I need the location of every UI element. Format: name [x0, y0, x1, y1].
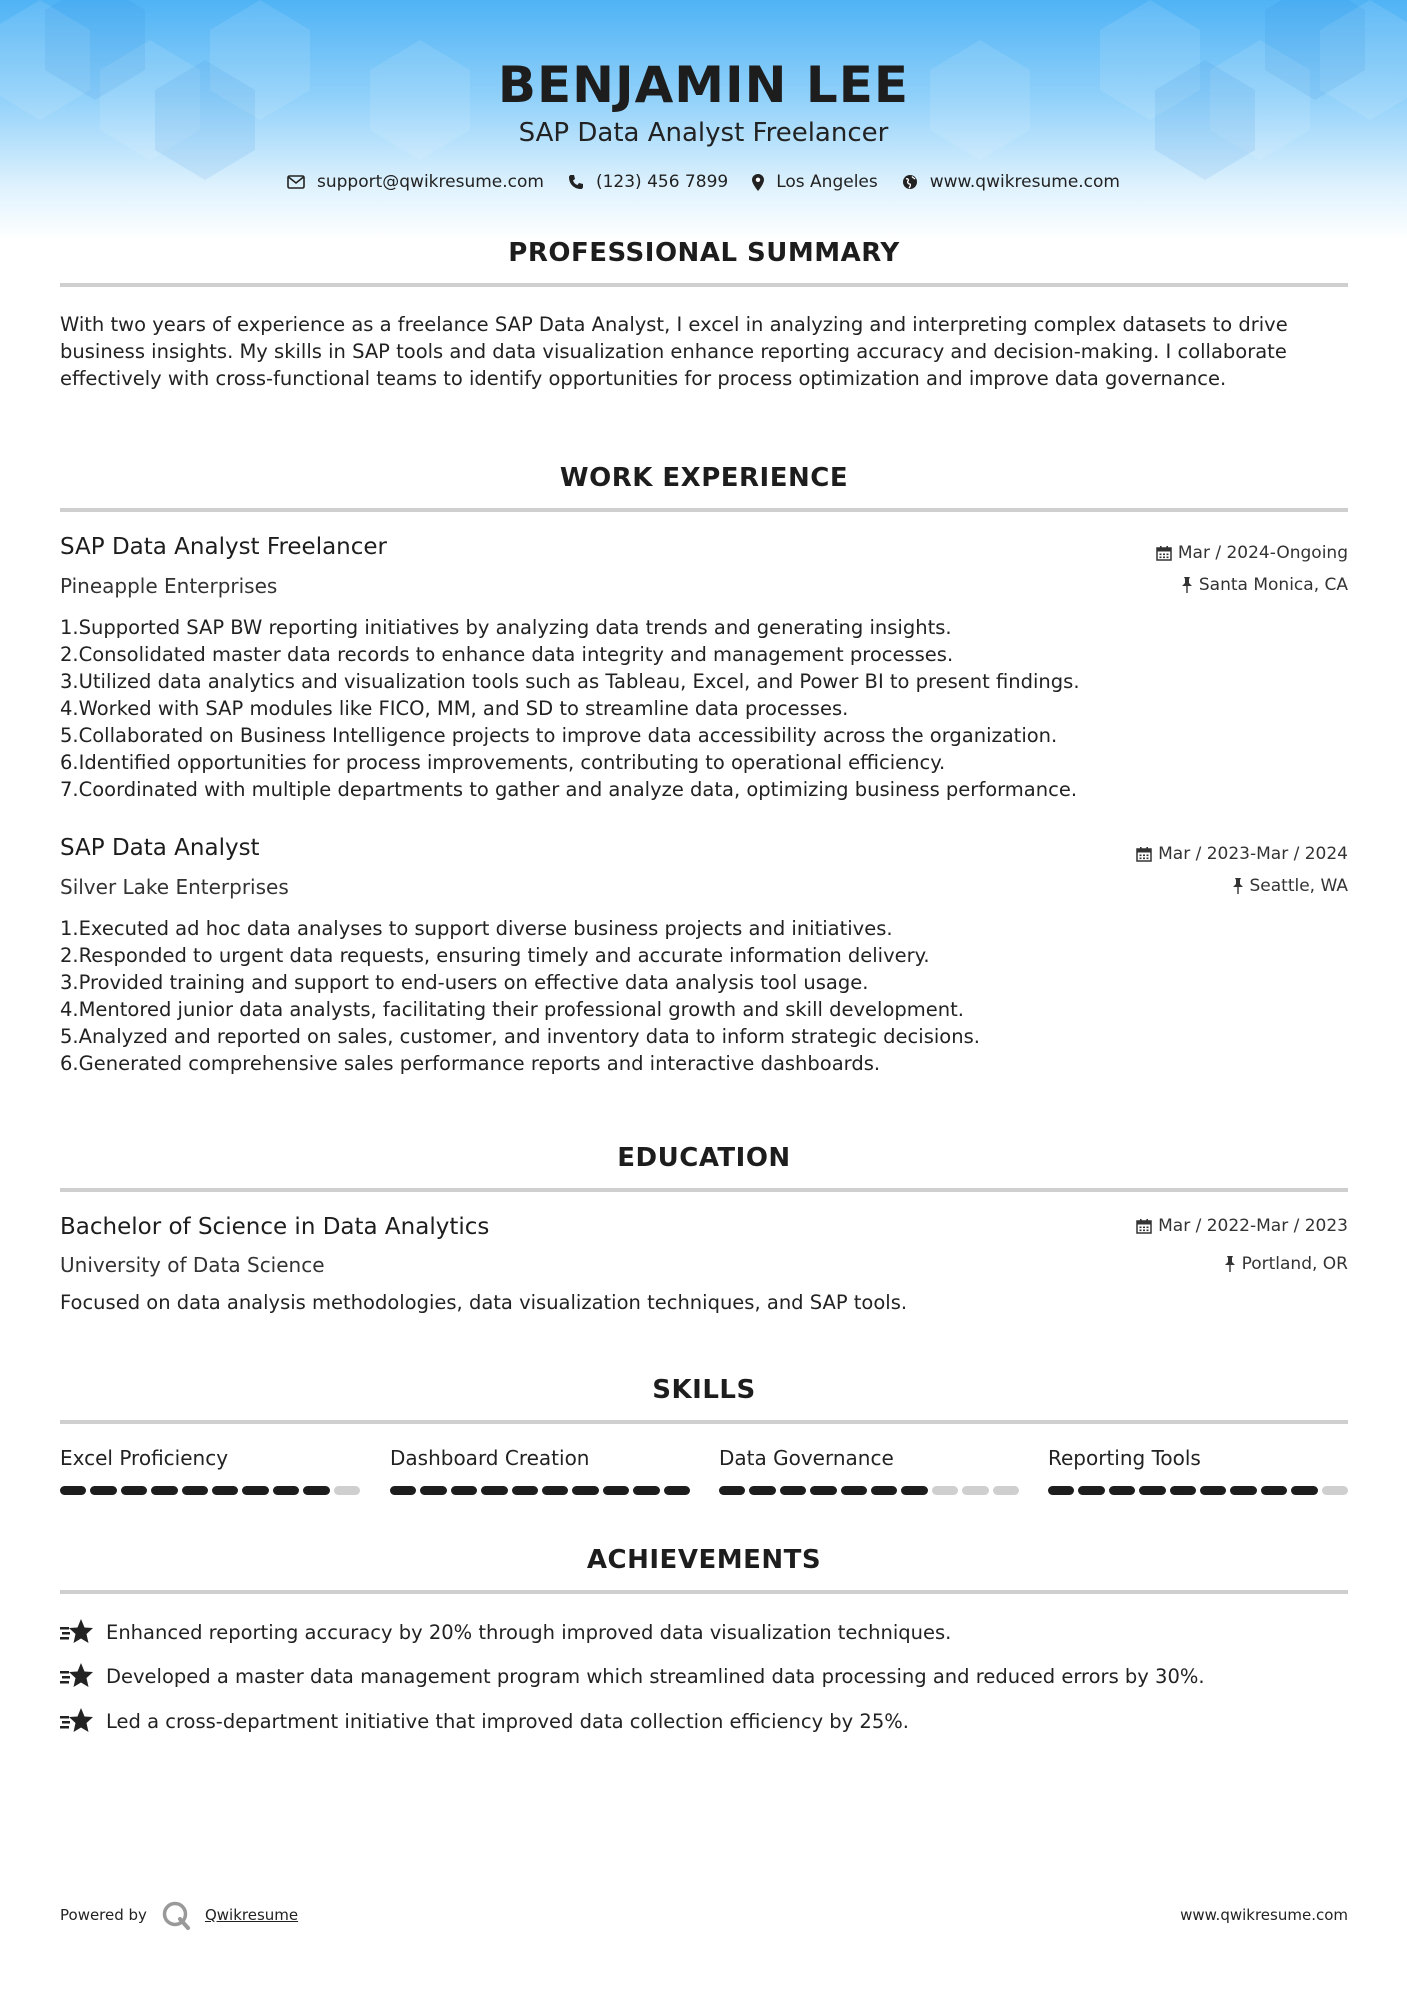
pushpin-icon	[1224, 1256, 1236, 1272]
list-item-text: Provided training and support to end-users on effective data analysis tool usage.	[78, 971, 869, 994]
section-divider	[60, 1420, 1348, 1424]
achievement-text: Developed a master data management program which streamlined data processing and reduced errors by 30%.	[106, 1664, 1205, 1688]
list-item: 5. Collaborated on Business Intelligence projects to improve data accessibility across the organization.	[60, 724, 1058, 747]
skill-level-segment	[390, 1486, 416, 1495]
section-title-summary: PROFESSIONAL SUMMARY	[508, 238, 900, 268]
skill-name: Excel Proficiency	[60, 1446, 229, 1470]
skill-level-segment	[420, 1486, 446, 1495]
job-location-text: Santa Monica, CA	[1198, 575, 1348, 595]
job-dates	[1136, 844, 1348, 864]
list-item: 1. Executed ad hoc data analyses to support diverse business projects and initiatives.	[60, 917, 893, 940]
skill-level-segment	[242, 1486, 268, 1495]
list-item: 4. Mentored junior data analysts, facilitating their professional growth and skill development.	[60, 998, 964, 1021]
star-icon	[60, 1618, 94, 1646]
footer-powered-by	[60, 1900, 298, 1930]
contact-phone-text: (123) 456 7899	[595, 172, 729, 192]
skill-level-segment	[664, 1486, 690, 1495]
skill-level-segment	[1230, 1486, 1256, 1495]
list-item: 3. Provided training and support to end-users on effective data analysis tool usage.	[60, 971, 869, 994]
school-name: University of Data Science	[60, 1253, 325, 1277]
skill-level-bar	[719, 1486, 1019, 1495]
list-item: 4. Worked with SAP modules like FICO, MM, and SD to streamline data processes.	[60, 697, 849, 720]
footer-website[interactable]: www.qwikresume.com	[1180, 1906, 1348, 1924]
skill-level-segment	[1200, 1486, 1226, 1495]
list-item: 5. Analyzed and reported on sales, customer, and inventory data to inform strategic decisions.	[60, 1025, 980, 1048]
summary-text: With two years of experience as a freelance SAP Data Analyst, I excel in analyzing and interpreting complex datasets to drive business insights. My skills in SAP tools and data visualization enhance reporting accuracy and decision-making. I collaborate effectively with cross-functional teams to identify opportunities for process optimization and improve data governance.	[60, 313, 1288, 390]
skill-level-segment	[633, 1486, 659, 1495]
skill-level-bar	[60, 1486, 360, 1495]
list-item-text: Generated comprehensive sales performance reports and interactive dashboards.	[78, 1052, 881, 1075]
skill-level-segment	[810, 1486, 836, 1495]
job-title: SAP Data Analyst	[60, 835, 260, 861]
contact-website[interactable]	[902, 172, 1120, 192]
education-description: Focused on data analysis methodologies, data visualization techniques, and SAP tools.	[60, 1291, 908, 1314]
contact-bar	[0, 172, 1407, 192]
achievement-text: Enhanced reporting accuracy by 20% through improved data visualization techniques.	[106, 1620, 952, 1644]
skill-level-segment	[1291, 1486, 1317, 1495]
skill-level-segment	[121, 1486, 147, 1495]
calendar-icon	[1136, 846, 1152, 862]
envelope-icon	[287, 175, 305, 189]
contact-email-text: support@qwikresume.com	[317, 172, 544, 192]
achievement-item	[60, 1618, 951, 1646]
skill-level-segment	[1170, 1486, 1196, 1495]
list-item: 1. Supported SAP BW reporting initiatives by analyzing data trends and generating insights.	[60, 616, 952, 639]
skill-level-segment	[1322, 1486, 1348, 1495]
job-company: Pineapple Enterprises	[60, 574, 278, 598]
list-item-text: Identified opportunities for process improvements, contributing to operational efficiency.	[78, 751, 946, 774]
education-location	[1224, 1254, 1348, 1274]
skill-level-segment	[334, 1486, 360, 1495]
list-item-text: Consolidated master data records to enhance data integrity and management processes.	[78, 643, 954, 666]
skill-level-segment	[841, 1486, 867, 1495]
skill-level-segment	[603, 1486, 629, 1495]
job-dates-text: Mar / 2024-Ongoing	[1177, 543, 1348, 563]
section-title-experience: WORK EXPERIENCE	[559, 463, 849, 493]
candidate-role: SAP Data Analyst Freelancer	[518, 118, 889, 148]
list-item: 3. Utilized data analytics and visualization tools such as Tableau, Excel, and Power BI to present findings.	[60, 670, 1080, 693]
achievement-text: Led a cross-department initiative that improved data collection efficiency by 25%.	[106, 1709, 909, 1733]
list-item-text: Utilized data analytics and visualization tools such as Tableau, Excel, and Power BI to present findings.	[78, 670, 1080, 693]
achievement-item	[60, 1707, 909, 1735]
skill-level-segment	[273, 1486, 299, 1495]
job-title: SAP Data Analyst Freelancer	[60, 534, 388, 560]
section-divider	[60, 508, 1348, 512]
skill-level-segment	[512, 1486, 538, 1495]
job-dates-text: Mar / 2023-Mar / 2024	[1158, 844, 1348, 864]
section-title-education: EDUCATION	[617, 1143, 791, 1173]
list-item: 2. Consolidated master data records to enhance data integrity and management processes.	[60, 643, 954, 666]
list-item-text: Coordinated with multiple departments to gather and analyze data, optimizing business performance.	[78, 778, 1078, 801]
skill-level-segment	[542, 1486, 568, 1495]
skill-level-segment	[451, 1486, 477, 1495]
job-location	[1181, 575, 1348, 595]
skill-level-segment	[962, 1486, 988, 1495]
map-pin-icon	[752, 174, 764, 191]
star-icon	[60, 1662, 94, 1690]
job-bullets	[60, 915, 1340, 1077]
job-bullets	[60, 614, 1340, 803]
job-location-text: Seattle, WA	[1249, 876, 1348, 896]
skill-level-segment	[151, 1486, 177, 1495]
skill-item	[390, 1446, 690, 1495]
skill-level-segment	[481, 1486, 507, 1495]
skill-level-segment	[182, 1486, 208, 1495]
skill-level-segment	[993, 1486, 1019, 1495]
skill-level-segment	[1139, 1486, 1165, 1495]
list-item: 6. Generated comprehensive sales performance reports and interactive dashboards.	[60, 1052, 881, 1075]
education-location-text: Portland, OR	[1241, 1254, 1348, 1274]
skill-level-bar	[1048, 1486, 1348, 1495]
list-item-text: Collaborated on Business Intelligence projects to improve data accessibility across the organization.	[78, 724, 1058, 747]
list-item: 2. Responded to urgent data requests, ensuring timely and accurate information delivery.	[60, 944, 930, 967]
skill-level-segment	[572, 1486, 598, 1495]
job-dates	[1156, 543, 1348, 563]
skill-level-segment	[1078, 1486, 1104, 1495]
section-divider	[60, 283, 1348, 287]
skill-level-bar	[390, 1486, 690, 1495]
section-title-achievements: ACHIEVEMENTS	[586, 1545, 822, 1575]
section-title-skills: SKILLS	[652, 1375, 756, 1405]
skill-level-segment	[303, 1486, 329, 1495]
contact-location-text: Los Angeles	[776, 172, 878, 192]
list-item: 7. Coordinated with multiple departments to gather and analyze data, optimizing business performance.	[60, 778, 1078, 801]
phone-icon	[568, 174, 584, 190]
contact-location	[752, 172, 878, 192]
job-location	[1232, 876, 1349, 896]
qwikresume-logo-icon	[161, 1900, 191, 1930]
powered-by-label: Powered by	[60, 1906, 147, 1924]
contact-email[interactable]	[287, 172, 544, 192]
skill-item	[60, 1446, 360, 1495]
list-item-text: Responded to urgent data requests, ensuring timely and accurate information delivery.	[78, 944, 930, 967]
skill-level-segment	[719, 1486, 745, 1495]
skill-level-segment	[871, 1486, 897, 1495]
calendar-icon	[1136, 1218, 1152, 1234]
skill-level-segment	[90, 1486, 116, 1495]
skill-level-segment	[780, 1486, 806, 1495]
skill-level-segment	[1261, 1486, 1287, 1495]
list-item-text: Supported SAP BW reporting initiatives by analyzing data trends and generating insights.	[78, 616, 952, 639]
skill-level-segment	[60, 1486, 86, 1495]
contact-phone[interactable]	[568, 172, 728, 192]
list-item-text: Executed ad hoc data analyses to support diverse business projects and initiatives.	[78, 917, 893, 940]
skill-level-segment	[1109, 1486, 1135, 1495]
list-item-text: Analyzed and reported on sales, customer, and inventory data to inform strategic decisions.	[78, 1025, 980, 1048]
skill-level-segment	[932, 1486, 958, 1495]
contact-website-text: www.qwikresume.com	[929, 172, 1120, 192]
education-dates-text: Mar / 2022-Mar / 2023	[1158, 1216, 1348, 1236]
globe-icon	[902, 174, 918, 190]
pushpin-icon	[1181, 577, 1193, 593]
qwikresume-link[interactable]: Qwikresume	[204, 1906, 299, 1924]
skill-name: Dashboard Creation	[390, 1446, 590, 1470]
list-item: 6. Identified opportunities for process improvements, contributing to operational efficiency.	[60, 751, 946, 774]
section-divider	[60, 1590, 1348, 1594]
list-item-text: Worked with SAP modules like FICO, MM, and SD to streamline data processes.	[78, 697, 849, 720]
skill-level-segment	[1048, 1486, 1074, 1495]
skill-name: Reporting Tools	[1048, 1446, 1201, 1470]
star-icon	[60, 1707, 94, 1735]
list-item-text: Mentored junior data analysts, facilitating their professional growth and skill development.	[78, 998, 964, 1021]
section-divider	[60, 1188, 1348, 1192]
skill-item	[1048, 1446, 1348, 1495]
skill-item	[719, 1446, 1019, 1495]
pushpin-icon	[1232, 878, 1244, 894]
skill-level-segment	[901, 1486, 927, 1495]
candidate-name: BENJAMIN LEE	[497, 56, 910, 114]
skill-name: Data Governance	[719, 1446, 894, 1470]
degree-title: Bachelor of Science in Data Analytics	[60, 1214, 490, 1240]
achievement-item	[60, 1662, 1205, 1690]
skill-level-segment	[749, 1486, 775, 1495]
skill-level-segment	[212, 1486, 238, 1495]
education-dates	[1136, 1216, 1348, 1236]
job-company: Silver Lake Enterprises	[60, 875, 289, 899]
calendar-icon	[1156, 545, 1172, 561]
